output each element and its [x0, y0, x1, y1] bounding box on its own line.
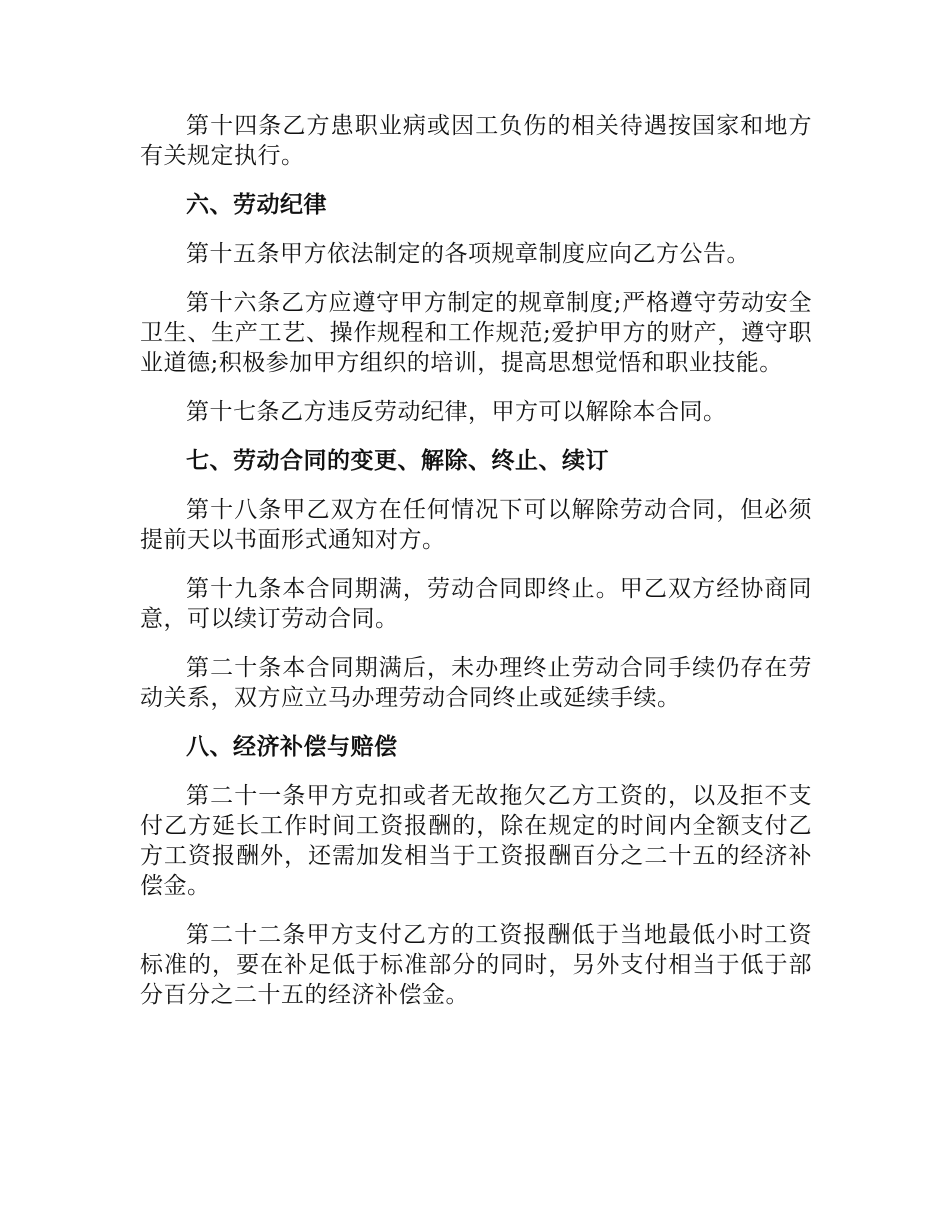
section-heading-labor-discipline: 六、劳动纪律: [186, 191, 327, 218]
article-14: 第十四条乙方患职业病或因工负伤的相关待遇按国家和地方有关规定执行。: [140, 113, 812, 169]
article-17: 第十七条乙方违反劳动纪律，甲方可以解除本合同。: [186, 399, 727, 425]
article-15: 第十五条甲方依法制定的各项规章制度应向乙方公告。: [186, 241, 750, 267]
article-18: 第十八条甲乙双方在任何情况下可以解除劳动合同，但必须提前天以书面形式通知对方。: [140, 497, 812, 553]
article-16: 第十六条乙方应遵守甲方制定的规章制度;严格遵守劳动安全卫生、生产工艺、操作规程和工作规范;爱护甲方的财产，遵守职业道德;积极参加甲方组织的培训，提高思想觉悟和职业技能。: [140, 290, 812, 376]
article-21: 第二十一条甲方克扣或者无故拖欠乙方工资的，以及拒不支付乙方延长工作时间工资报酬的，除在规定的时间内全额支付乙方工资报酬外，还需加发相当于工资报酬百分之二十五的经济补偿金。: [140, 783, 812, 899]
article-22: 第二十二条甲方支付乙方的工资报酬低于当地最低小时工资标准的，要在补足低于标准部分的同时，另外支付相当于低于部分百分之二十五的经济补偿金。: [140, 922, 812, 1008]
document-page: [140, 111, 812, 1029]
article-20: 第二十条本合同期满后，未办理终止劳动合同手续仍存在劳动关系，双方应立马办理劳动合同终止或延续手续。: [140, 655, 812, 711]
section-heading-contract-changes: 七、劳动合同的变更、解除、终止、续订: [186, 447, 609, 474]
section-heading-compensation: 八、经济补偿与赔偿: [186, 733, 398, 760]
article-19: 第十九条本合同期满，劳动合同即终止。甲乙双方经协商同意，可以续订劳动合同。: [140, 576, 812, 632]
